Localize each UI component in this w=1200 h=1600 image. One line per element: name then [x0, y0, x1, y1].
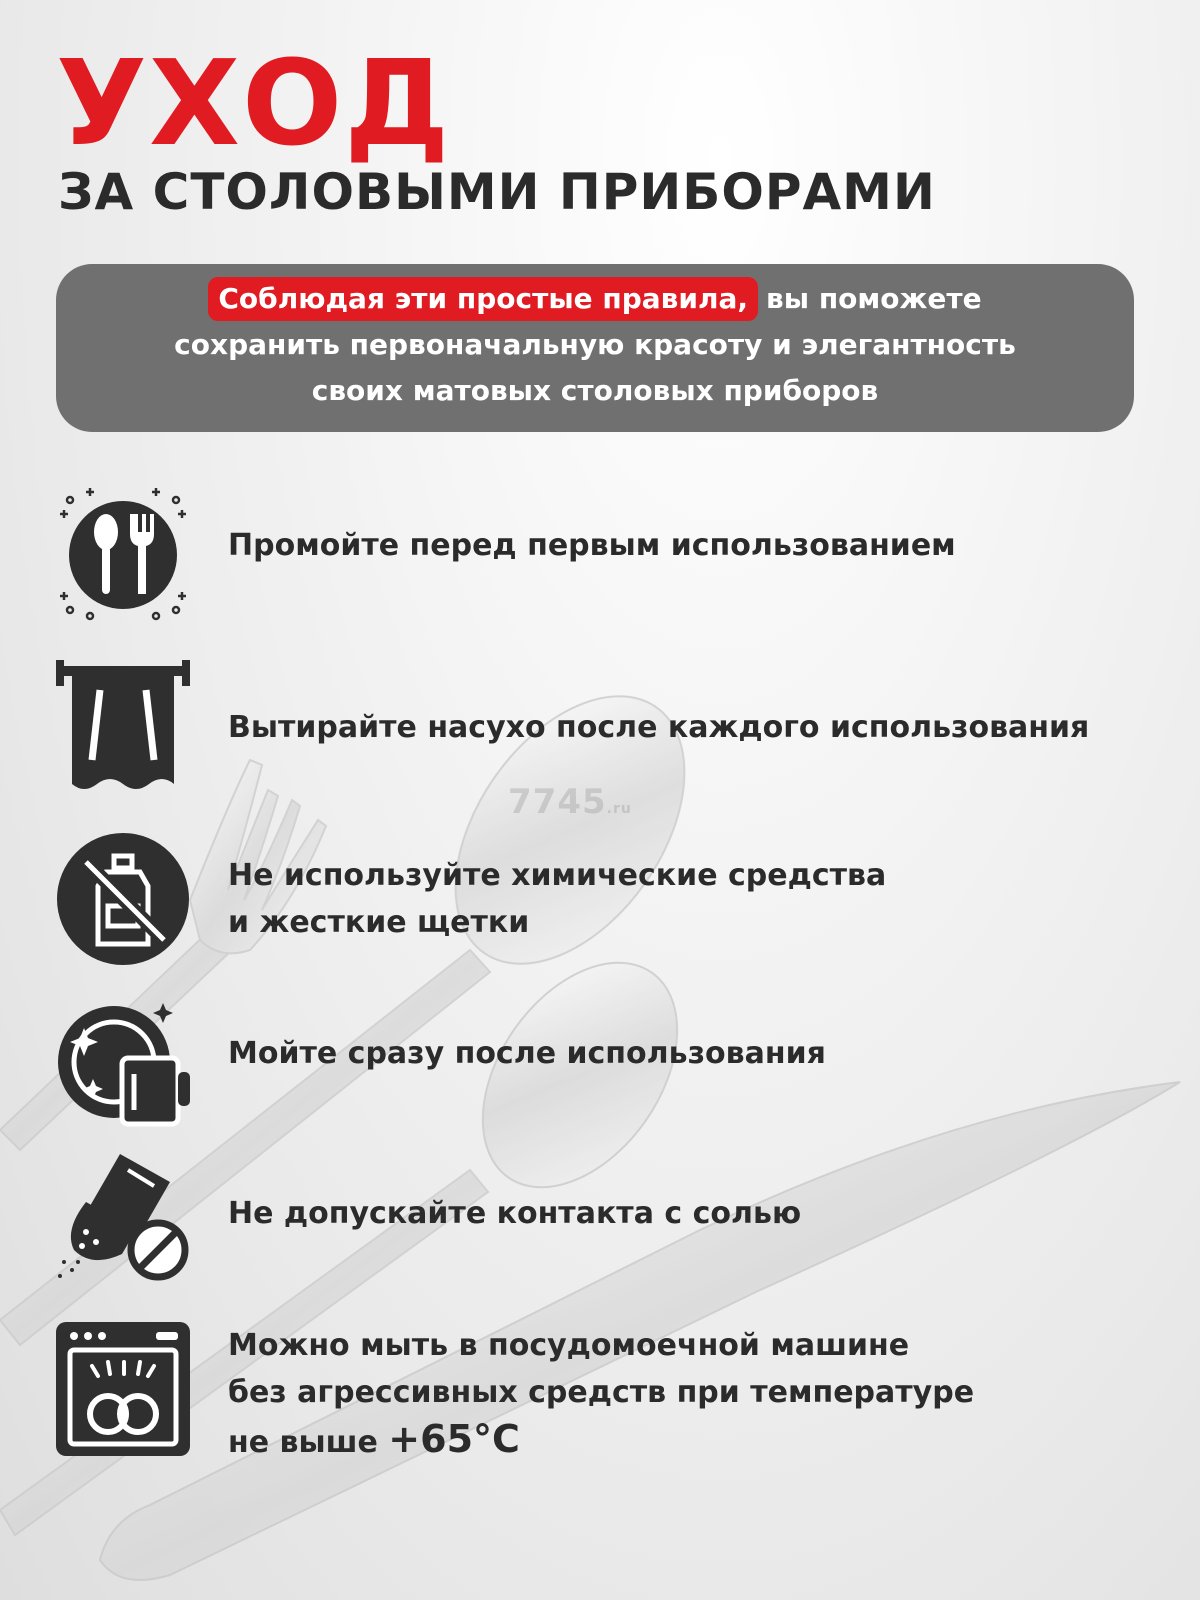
rule-line: Можно мыть в посудомоечной машине [228, 1328, 910, 1363]
towel-icon [56, 660, 190, 794]
rule-line: Вытирайте насухо после каждого использования [228, 710, 1090, 745]
rule-line: Промойте перед первым использованием [228, 528, 956, 563]
page-subtitle: ЗА СТОЛОВЫМИ ПРИБОРАМИ [58, 163, 936, 221]
rule-text [228, 522, 1156, 569]
rule-text [228, 1190, 1156, 1237]
rule-text [228, 1322, 1156, 1466]
rule-item-dry [56, 660, 1156, 800]
watermark-main: 7745 [508, 782, 607, 822]
watermark-suffix: .ru [606, 801, 632, 817]
rule-item-rinse [56, 488, 1156, 628]
banner-line-1-rest: вы поможете [766, 282, 982, 315]
no-chemicals-icon [56, 832, 190, 966]
sparkling-cutlery-icon [56, 488, 190, 622]
rule-line [228, 1416, 1156, 1466]
dishwasher-icon [56, 1322, 190, 1456]
rule-line: Мойте сразу после использования [228, 1036, 826, 1071]
intro-banner [56, 264, 1134, 432]
rule-line: Не допускайте контакта с солью [228, 1196, 802, 1231]
banner-highlight: Соблюдая эти простые правила, [208, 277, 758, 321]
temperature-value: +65°C [388, 1417, 520, 1461]
rule-line: Не используйте химические средства [228, 858, 887, 893]
rule-item-no-salt [56, 1150, 1156, 1290]
page-title: УХОД [56, 34, 452, 172]
rule-item-dishwasher [56, 1322, 1156, 1462]
no-salt-icon [56, 1150, 190, 1284]
banner-line-1 [86, 276, 1104, 322]
rule-line: и жесткие щетки [228, 905, 530, 940]
rule-text [228, 852, 1156, 946]
rule-item-wash-immediately [56, 1002, 1156, 1142]
rule-text [228, 704, 1156, 751]
rule-line: без агрессивных средств при температуре [228, 1375, 975, 1410]
rule-item-no-chemicals [56, 832, 1156, 972]
clean-dishes-icon [56, 1002, 190, 1136]
banner-line-3: своих матовых столовых приборов [311, 374, 879, 407]
rule-text [228, 1030, 1156, 1077]
banner-line-2: сохранить первоначальную красоту и элегантность [174, 328, 1016, 361]
rule-line-prefix: не выше [228, 1425, 378, 1460]
